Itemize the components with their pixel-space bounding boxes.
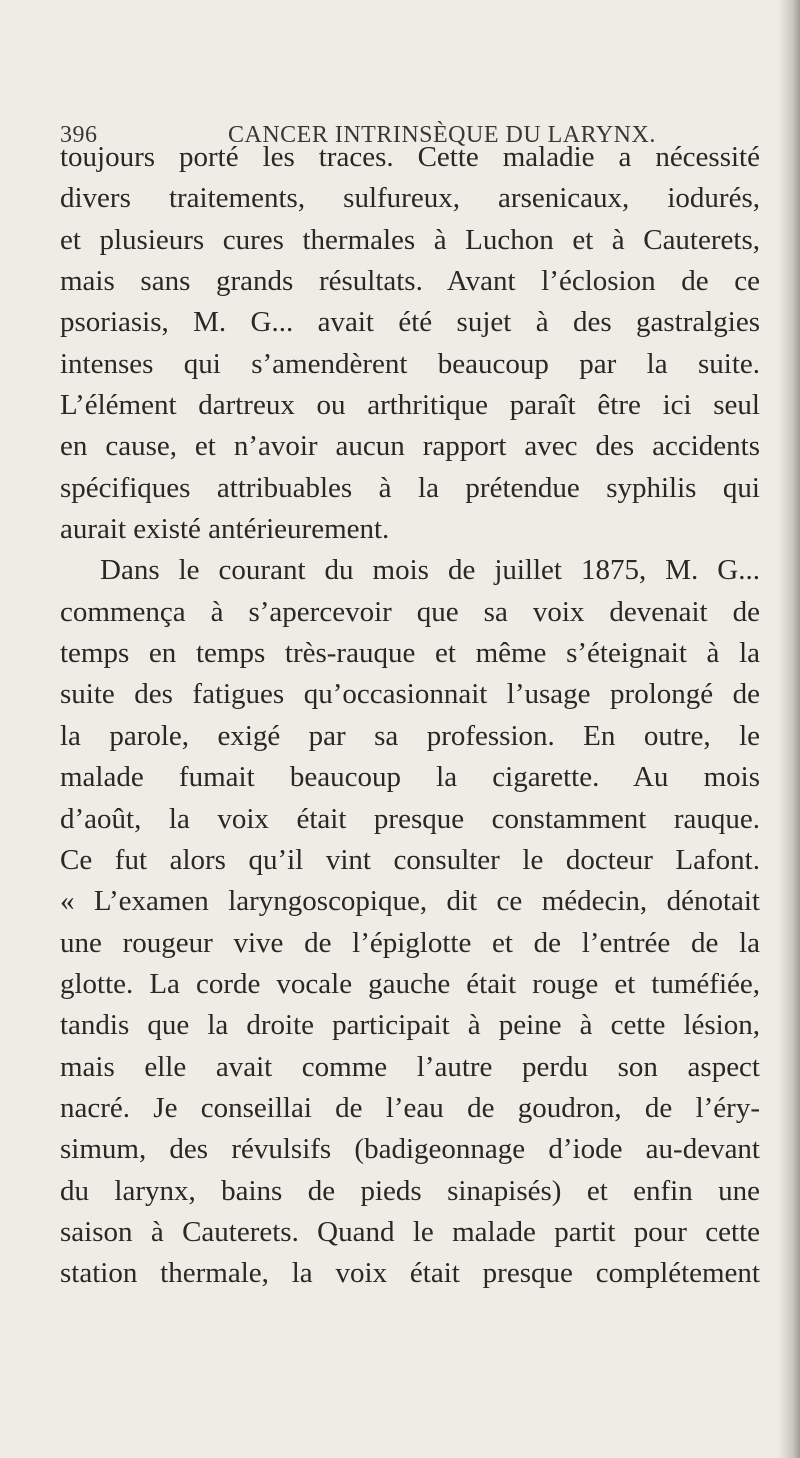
text-line: aurait existé antérieurement. bbox=[60, 513, 390, 546]
text-line: nacré. Je conseillai de l’eau de goudron, de l’éry- bbox=[60, 1091, 760, 1124]
text-line: L’élément dartreux ou arthritique paraît être ici seul bbox=[60, 389, 760, 422]
text-line: malade fumait beaucoup la cigarette. Au mois bbox=[60, 761, 760, 794]
page-number: 396 bbox=[60, 122, 98, 148]
body-text bbox=[60, 137, 760, 1295]
text-line: suite des fatigues qu’occasionnait l’usage prolongé de bbox=[60, 678, 760, 711]
text-line: d’août, la voix était presque constamment rauque. bbox=[60, 802, 760, 835]
running-title: CANCER INTRINSÈQUE DU LARYNX. bbox=[228, 122, 656, 148]
text-line: divers traitements, sulfureux, arsenicaux, iodurés, bbox=[60, 182, 760, 215]
text-line: Dans le courant du mois de juillet 1875, M. G... bbox=[100, 554, 760, 587]
text-line: glotte. La corde vocale gauche était rouge et tuméfiée, bbox=[60, 967, 760, 1000]
text-line: mais sans grands résultats. Avant l’éclosion de ce bbox=[60, 265, 760, 298]
text-line: du larynx, bains de pieds sinapisés) et enfin une bbox=[60, 1174, 760, 1207]
text-line: tandis que la droite participait à peine à cette lésion, bbox=[60, 1009, 760, 1042]
text-line: spécifiques attribuables à la prétendue syphilis qui bbox=[60, 471, 760, 504]
text-line: station thermale, la voix était presque complétement bbox=[60, 1257, 760, 1290]
text-line: toujours porté les traces. Cette maladie a nécessité bbox=[60, 141, 760, 173]
text-line: Ce fut alors qu’il vint consulter le docteur Lafont. bbox=[60, 843, 760, 876]
text-line: intenses qui s’amendèrent beaucoup par la suite. bbox=[60, 347, 760, 380]
text-line: commença à s’apercevoir que sa voix devenait de bbox=[60, 595, 760, 628]
text-line: saison à Cauterets. Quand le malade partit pour cette bbox=[60, 1215, 760, 1248]
text-line: la parole, exigé par sa profession. En outre, le bbox=[60, 719, 760, 752]
text-line: en cause, et n’avoir aucun rapport avec des accidents bbox=[60, 430, 760, 463]
text-line: « L’examen laryngoscopique, dit ce médecin, dénotait bbox=[60, 885, 760, 918]
text-line: mais elle avait comme l’autre perdu son aspect bbox=[60, 1050, 760, 1083]
text-line: psoriasis, M. G... avait été sujet à des gastralgies bbox=[60, 306, 760, 339]
page-edge-shadow bbox=[778, 0, 800, 1458]
text-line: simum, des révulsifs (badigeonnage d’iode au-devant bbox=[60, 1133, 760, 1166]
text-line: temps en temps très-rauque et même s’éteignait à la bbox=[60, 637, 760, 670]
text-line: et plusieurs cures thermales à Luchon et à Cauterets, bbox=[60, 223, 760, 256]
text-line: une rougeur vive de l’épiglotte et de l’entrée de la bbox=[60, 926, 760, 959]
